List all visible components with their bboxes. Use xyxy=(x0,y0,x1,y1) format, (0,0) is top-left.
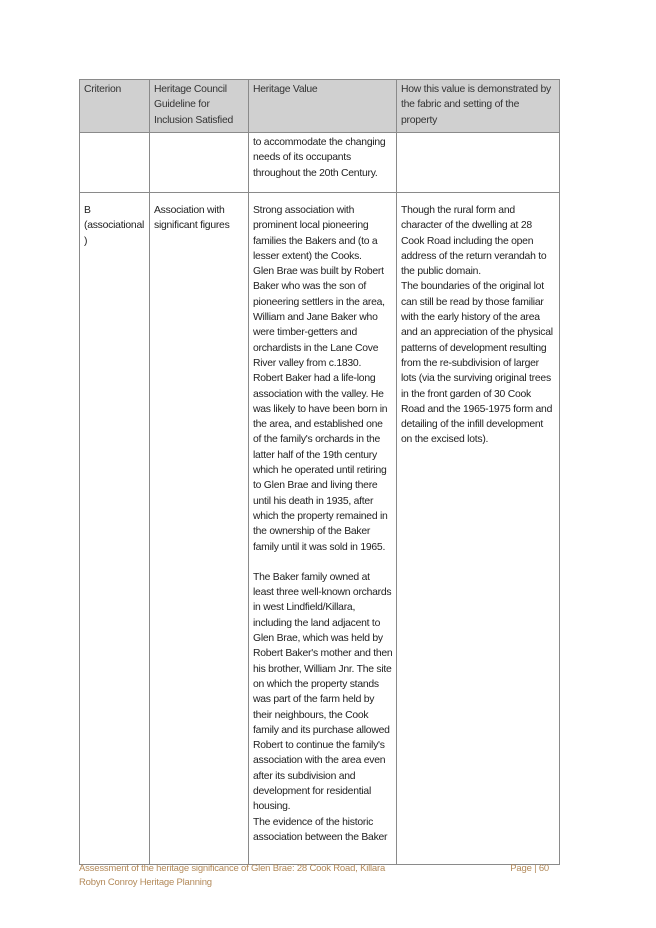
heritage-criteria-table xyxy=(79,79,560,865)
cell-heritage-value-continued: to accommodate the changing needs of its occupants throughout the 20th Century. xyxy=(249,133,397,193)
demonstrated-paragraph: The boundaries of the original lot can still be read by those familiar with the early history of the area and an appreciation of the physical patterns of development resulting from the re-subdivision of larger lots (via the surviving original trees in the front garden of 30 Cook Road and the 1965-1975 form and detailing of the infill development on the excised lots). xyxy=(401,281,553,446)
header-demonstrated: How this value is demonstrated by the fabric and setting of the property xyxy=(397,80,560,133)
header-heritage-value: Heritage Value xyxy=(249,80,397,133)
page-footer xyxy=(79,862,549,890)
footer-author: Robyn Conroy Heritage Planning xyxy=(79,877,212,888)
cell-empty-criterion xyxy=(80,133,150,193)
table-row-continuation xyxy=(80,133,560,193)
header-criterion: Criterion xyxy=(80,80,150,133)
cell-empty-guideline xyxy=(150,133,249,193)
header-guideline: Heritage Council Guideline for Inclusion Satisfied xyxy=(150,80,249,133)
cell-empty-demonstrated xyxy=(397,133,560,193)
heritage-value-paragraph: The evidence of the historic association between the Baker xyxy=(253,816,388,843)
heritage-value-paragraph: Glen Brae was built by Robert Baker who was the son of pioneering settlers in the area, William and Jane Baker who were timber-getters and orchardists in the Lane Cove River valley from c.1830. Robert Baker had a life-long association with the valley. He was likely to have been born in the area, and established one of the family's orchards in the latter half of the 19th century which he operated until retiring to Glen Brae and living there until his death in 1935, after which the property remained in the ownership of the Baker family until it was sold in 1965. xyxy=(253,266,388,553)
heritage-value-paragraph: The Baker family owned at least three well-known orchards in west Lindfield/Killara, including the land adjacent to Glen Brae, which was held by Robert Baker's mother and then his brother, William Jnr. The site on which the property stands was part of the farm held by their neighbours, the Cook family and its purchase allowed Robert to continue the family's association with the area even after its subdivision and development for residential housing. xyxy=(253,571,393,813)
table-row-criterion-b xyxy=(80,193,560,865)
footer-document-title: Assessment of the heritage significance of Glen Brae: 28 Cook Road, Killara xyxy=(79,863,386,874)
footer-page-number: Page | 60 xyxy=(510,863,549,874)
cell-guideline: Association with significant figures xyxy=(150,193,249,865)
demonstrated-paragraph: Though the rural form and character of the dwelling at 28 Cook Road including the open address of the return verandah to the public domain. xyxy=(401,205,547,278)
table-header-row xyxy=(80,80,560,133)
heritage-value-paragraph: Strong association with prominent local pioneering families the Bakers and (to a lesser extent) the Cooks. xyxy=(253,205,378,262)
cell-demonstrated xyxy=(397,193,560,865)
cell-heritage-value xyxy=(249,193,397,865)
cell-criterion: B (associational) xyxy=(80,193,150,865)
